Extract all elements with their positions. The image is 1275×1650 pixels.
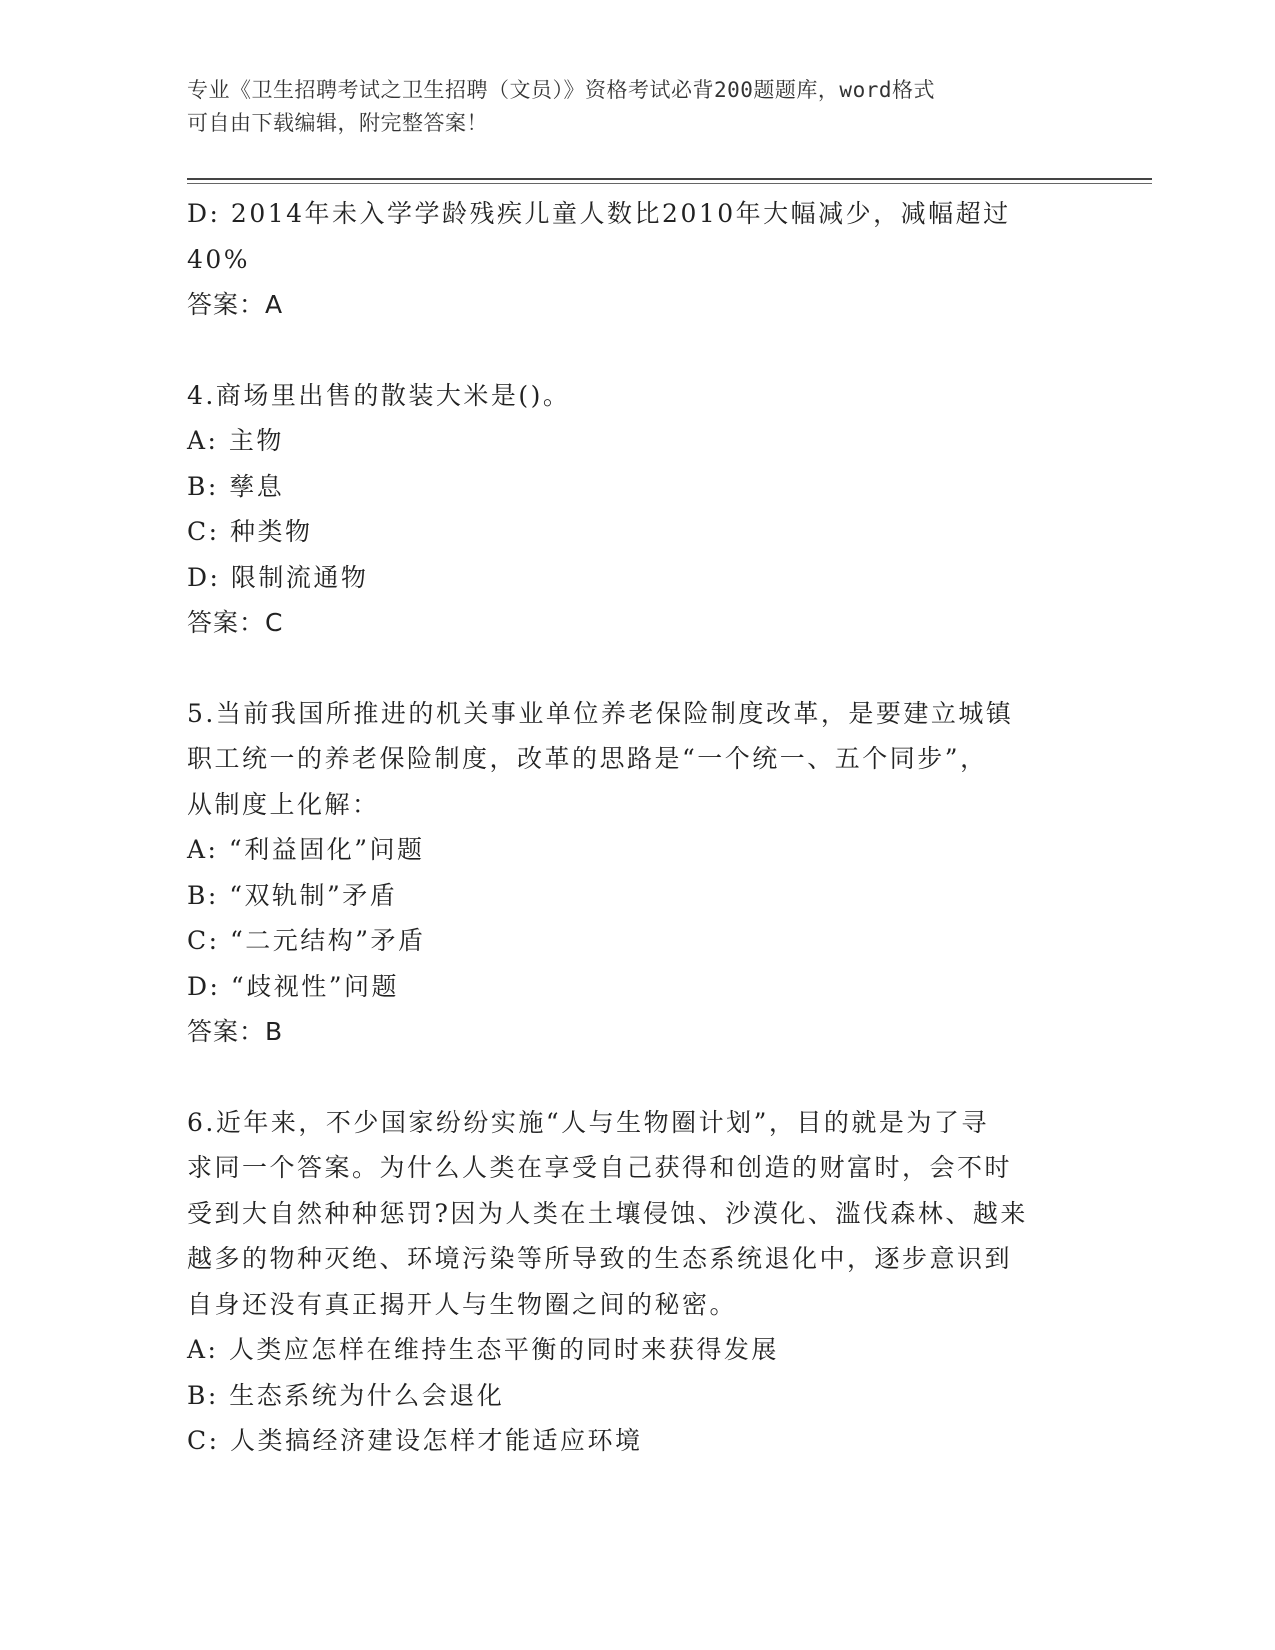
- option-c: C: “二元结构”矛盾: [187, 926, 426, 955]
- answer-label: 答案：B: [187, 1017, 284, 1046]
- question-stem-line: 求同一个答案。为什么人类在享受自己获得和创造的财富时，会不时: [187, 1153, 1013, 1182]
- option-c: C: 种类物: [187, 517, 313, 546]
- header-title-line2: 可自由下载编辑，附完整答案！: [187, 111, 488, 135]
- question-stem-line: 越多的物种灭绝、环境污染等所导致的生态系统退化中，逐步意识到: [187, 1244, 1013, 1273]
- question-stem-line: 5.当前我国所推进的机关事业单位养老保险制度改革，是要建立城镇: [187, 698, 1014, 728]
- question-stem-line: 6.近年来，不少国家纷纷实施“人与生物圈计划”，目的就是为了寻: [187, 1107, 989, 1137]
- question-5: [187, 691, 1087, 1055]
- question-stem: 4.商场里出售的散装大米是()。: [187, 380, 571, 410]
- header-title-line1: 专业《卫生招聘考试之卫生招聘（文员）》资格考试必背200题题库，word格式: [187, 78, 935, 102]
- answer-label: 答案：A: [187, 290, 284, 319]
- spacer: [187, 646, 1087, 691]
- question-3-tail: [187, 191, 1087, 328]
- option-b: B: 生态系统为什么会退化: [187, 1380, 505, 1410]
- document-header: [187, 74, 1067, 140]
- answer-label: 答案：C: [187, 608, 284, 637]
- option-d: D: 2014年未入学学龄残疾儿童人数比2010年大幅减少，减幅超过: [187, 199, 1011, 228]
- option-d-continued: 40%: [187, 244, 251, 274]
- spacer: [187, 328, 1087, 373]
- header-divider: [187, 178, 1152, 180]
- question-stem-line: 自身还没有真正揭开人与生物圈之间的秘密。: [187, 1289, 738, 1319]
- option-b: B: “双轨制”矛盾: [187, 880, 398, 910]
- question-stem-line: 受到大自然种种惩罚?因为人类在土壤侵蚀、沙漠化、滥伐森林、越来: [187, 1198, 1028, 1228]
- option-c: C: 人类搞经济建设怎样才能适应环境: [187, 1426, 643, 1455]
- question-6: [187, 1100, 1087, 1464]
- option-a: A: “利益固化”问题: [187, 835, 425, 864]
- option-b: B: 孳息: [187, 471, 285, 501]
- option-d: D: “歧视性”问题: [187, 971, 399, 1001]
- option-d: D: 限制流通物: [187, 562, 369, 592]
- header-divider-thin: [187, 183, 1152, 184]
- question-stem-line: 从制度上化解：: [187, 789, 380, 819]
- question-content: [187, 191, 1087, 1464]
- spacer: [187, 1055, 1087, 1100]
- option-a: A: 主物: [187, 426, 284, 455]
- question-stem-line: 职工统一的养老保险制度，改革的思路是“一个统一、五个同步”，: [187, 744, 988, 773]
- question-4: [187, 373, 1087, 646]
- option-a: A: 人类应怎样在维持生态平衡的同时来获得发展: [187, 1335, 779, 1364]
